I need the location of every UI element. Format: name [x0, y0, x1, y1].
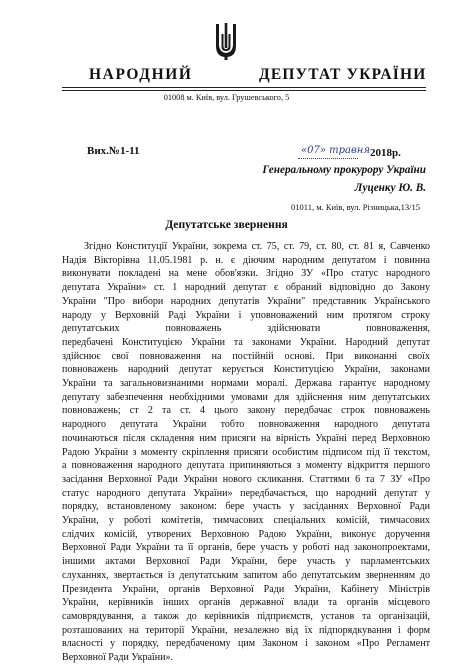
body-line: повноважень народний депутат керується Конституцією України, законами	[62, 364, 430, 376]
letterhead-title-left: НАРОДНИЙ	[89, 66, 193, 83]
body-line: України, керівників інших органів державної влади та органів місцевого	[62, 597, 430, 609]
body-line: Верховної Ради України».	[62, 652, 174, 664]
body-line: депутату забезпечення необхідними умовами для здійснення ним депутатських	[62, 391, 430, 403]
body-line: Президента України, органів Верховної Ради України, Кабінету Міністрів	[62, 583, 430, 595]
outgoing-number: Вих.№1-11	[87, 145, 140, 157]
body-line: передбачені Конституцією України та законами України. Народний депутат	[62, 336, 430, 348]
body-line: слідчих комісій, утворених Верховною Радою України, виконує доручення	[62, 528, 430, 540]
body-line: здійснює свої повноваження на постійній основі. При виконанні своїх	[62, 350, 430, 362]
body-line: України та загальновизнаними нормами моралі. Держава гарантує народному	[62, 378, 430, 390]
body-line: народу у Верховній Раді України і уповноважений ним протягом строку	[62, 309, 430, 321]
document-title: Депутатське звернення	[165, 218, 288, 231]
body-line: розташованих на території України, незалежно від їх підпорядкування і форм	[62, 624, 430, 636]
body-line: власності у порядку, передбаченому цим Законом і законом «Про Регламент	[62, 638, 430, 650]
body-line: Верховної Ради України та її органів, бере участь у роботі над законопроектами,	[62, 542, 430, 554]
body-line: Згідно Конституції України, зокрема ст. 75, ст. 79, ст. 80, ст. 81 я, Савченко	[84, 241, 430, 252]
body-line: України "Про вибори народних депутатів України" представник Українського	[62, 295, 430, 307]
body-line: порядку, встановленому законом: бере участь у засіданнях Верховної Ради	[62, 501, 430, 513]
letterhead-title-right: ДЕПУТАТ УКРАЇНИ	[259, 66, 427, 83]
body-line: Радою України з моменту скріплення присяги особистим підписом під її текстом,	[62, 446, 430, 458]
body-line: іншими актами Верховної Ради України, бере участь у парламентських	[62, 556, 430, 568]
body-line: засідання Верховної Ради України нового скликання. Статтями 6 та 7 ЗУ «Про	[62, 473, 430, 485]
body-line: депутатських повноважень здійснювати повноваження,	[62, 323, 430, 335]
body-line: самоврядування, а також до керівників підприємств, установ та організацій,	[62, 610, 430, 622]
recipient-name: Луценку Ю. В.	[354, 182, 426, 194]
handwritten-date: «07» травня	[301, 145, 371, 156]
body-line: а повноваження народного депутата припиняються з моменту відкриття першого	[62, 460, 430, 472]
body-line: повноважень; ст 2 та ст. 4 цього закону передбачає строк повноважень	[62, 405, 430, 417]
body-line: депутата України» ст. 1 народний депутат є обраний відповідно до Закону	[62, 282, 430, 294]
body-line: України, у роботі комітетів, тимчасових спеціальних комісій, тимчасових	[62, 515, 430, 527]
date-underline	[298, 158, 358, 159]
body-line: виконувати покладені на мене обов'язки. Згідно ЗУ «Про статус народного	[62, 268, 430, 280]
letterhead-rule-thin	[62, 90, 426, 91]
recipient-address: 01011, м. Київ, вул. Різницька,13/15	[291, 202, 420, 212]
body-line: Надія Вікторівна 11.05.1981 р. н. є діючим народним депутатом і повинна	[62, 254, 430, 266]
letterhead-address: 01008 м. Київ, вул. Грушевського, 5	[163, 93, 290, 102]
trident-icon	[213, 22, 239, 62]
body-line: народного депутата України тобто повноваження народного депутата	[62, 419, 430, 431]
body-line: слуханнях, звертається із депутатським запитом або депутатським зверненням до	[62, 569, 430, 581]
recipient-position: Генеральному прокурору України	[262, 164, 426, 176]
letterhead-rule	[62, 87, 426, 88]
body-line: починаються після складення ним присяги на вірність Україні перед Верховною	[62, 432, 430, 444]
document-year: 2018р.	[370, 147, 401, 159]
document-body	[62, 240, 430, 665]
body-line: статус народного депутата України» передбачається, що народний депутат у	[62, 487, 430, 499]
